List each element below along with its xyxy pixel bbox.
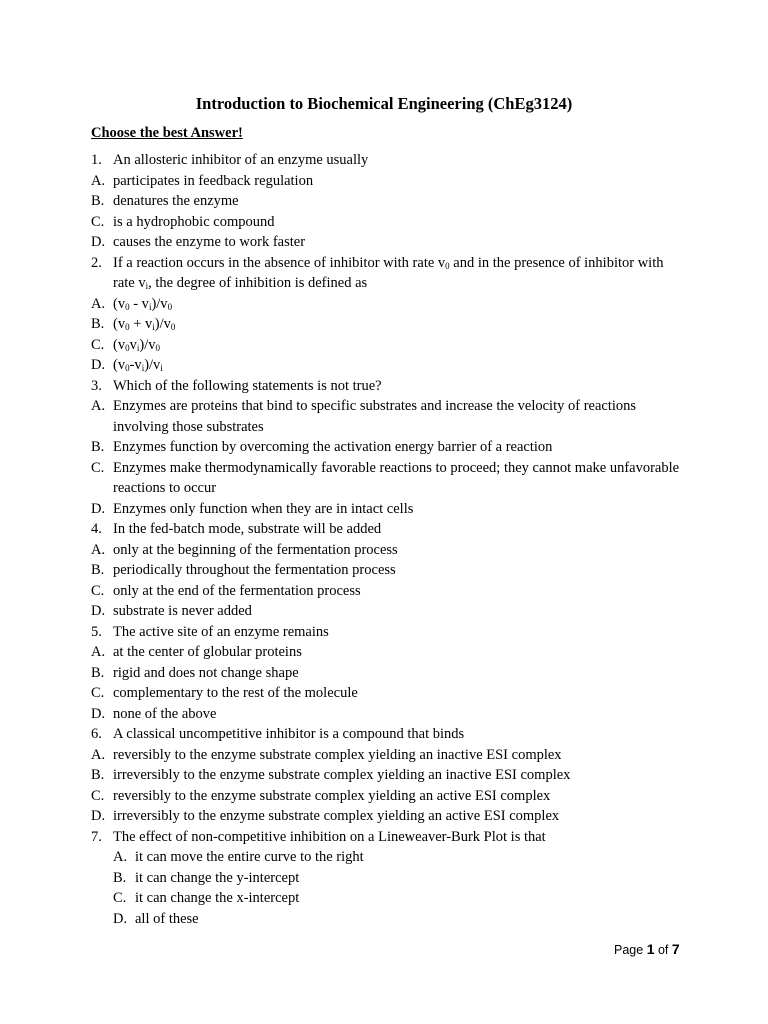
option-a xyxy=(113,847,681,868)
option-c xyxy=(91,458,681,499)
question-number: 4. xyxy=(91,521,102,537)
option-b xyxy=(91,663,681,684)
option-d xyxy=(113,909,681,930)
option-d xyxy=(91,806,681,827)
option-a xyxy=(91,745,681,766)
option-d xyxy=(91,601,681,622)
option-a xyxy=(91,540,681,561)
options-2 xyxy=(91,294,681,376)
question-text: The effect of non-competitive inhibition on a Lineweaver-Burk Plot is that xyxy=(113,828,546,845)
option-text: Enzymes make thermodynamically favorable reactions to proceed; they cannot make unfavorable reactions to occur xyxy=(113,459,680,496)
option-a xyxy=(91,171,681,192)
question-7 xyxy=(91,827,681,848)
option-letter: B. xyxy=(91,316,105,332)
option-b xyxy=(91,437,681,458)
instruction-heading: Choose the best Answer! xyxy=(91,125,243,141)
option-text: it can change the y-intercept xyxy=(135,869,300,886)
option-text: it can move the entire curve to the right xyxy=(135,849,364,865)
page-number: 1 xyxy=(646,941,655,957)
option-letter: C. xyxy=(91,685,105,701)
question-number: 1. xyxy=(91,152,102,168)
option-text: irreversibly to the enzyme substrate complex yielding an inactive ESI complex xyxy=(113,767,571,783)
option-letter: C. xyxy=(91,213,105,230)
option-d xyxy=(91,499,681,520)
option-text: reversibly to the enzyme substrate complex yielding an active ESI complex xyxy=(113,787,551,804)
option-letter: A. xyxy=(91,295,106,312)
option-letter: C. xyxy=(91,459,105,476)
question-number: 6. xyxy=(91,726,102,742)
option-b xyxy=(91,560,681,581)
question-text: Which of the following statements is not true? xyxy=(113,377,382,394)
question-number: 2. xyxy=(91,254,102,271)
option-text: Enzymes function by overcoming the activation energy barrier of a reaction xyxy=(113,439,553,455)
option-b xyxy=(91,765,681,786)
option-text: complementary to the rest of the molecule xyxy=(113,685,358,701)
question-text: In the fed-batch mode, substrate will be added xyxy=(113,521,382,537)
option-text: at the center of globular proteins xyxy=(113,644,302,660)
option-letter: D. xyxy=(113,910,128,927)
option-letter: A. xyxy=(91,746,106,763)
option-text: periodically throughout the fermentation process xyxy=(113,562,396,578)
option-formula: $(v_0-v_i)/v_i$ xyxy=(113,357,163,373)
question-number: 3. xyxy=(91,377,102,394)
options-6 xyxy=(91,745,681,827)
option-letter: D. xyxy=(91,357,106,373)
option-a xyxy=(91,294,681,315)
question-number: 5. xyxy=(91,623,102,640)
option-letter: A. xyxy=(91,644,106,660)
option-formula: $(v_0v_i)/v_0$ xyxy=(113,336,160,353)
options-1 xyxy=(91,171,681,253)
option-letter: B. xyxy=(91,562,105,578)
option-d xyxy=(91,355,681,376)
option-letter: A. xyxy=(91,172,106,189)
option-c xyxy=(91,335,681,356)
question-text: The active site of an enzyme remains xyxy=(113,623,329,640)
options-4 xyxy=(91,540,681,622)
question-text: If a reaction occurs in the absence of inhibitor with rate $v_0$ and in the presence of inhibitor with rate $v_i$, the degree of inhibition is defined as xyxy=(113,254,664,291)
option-letter: B. xyxy=(91,767,105,783)
option-text: all of these xyxy=(135,910,199,927)
option-text: reversibly to the enzyme substrate complex yielding an inactive ESI complex xyxy=(113,746,562,763)
option-letter: C. xyxy=(91,787,105,804)
option-letter: D. xyxy=(91,234,106,250)
option-letter: B. xyxy=(91,193,105,209)
question-6 xyxy=(91,724,681,745)
option-d xyxy=(91,704,681,725)
option-c xyxy=(113,888,681,909)
option-formula: $(v_0 + v_i)/v_0$ xyxy=(113,316,176,332)
option-letter: B. xyxy=(91,439,105,455)
question-text: A classical uncompetitive inhibitor is a compound that binds xyxy=(113,726,465,742)
option-letter: B. xyxy=(91,664,105,681)
of-label: of xyxy=(657,943,669,957)
document-title: Introduction to Biochemical Engineering (ChEg3124) xyxy=(195,94,573,113)
option-text: substrate is never added xyxy=(113,603,252,619)
option-letter: B. xyxy=(113,869,127,886)
question-5 xyxy=(91,622,681,643)
page-footer xyxy=(614,941,680,957)
option-text: causes the enzyme to work faster xyxy=(113,234,306,250)
option-letter: A. xyxy=(91,398,106,414)
option-text: participates in feedback regulation xyxy=(113,172,314,189)
option-formula: $(v_0 - v_i)/v_0$ xyxy=(113,295,173,312)
question-1 xyxy=(91,150,681,171)
question-text: An allosteric inhibitor of an enzyme usually xyxy=(113,152,369,168)
option-b xyxy=(91,191,681,212)
option-text: Enzymes are proteins that bind to specific substrates and increase the velocity of reactions involving those substrates xyxy=(113,398,637,435)
options-3 xyxy=(91,396,681,519)
option-c xyxy=(91,786,681,807)
question-2 xyxy=(91,253,681,294)
option-c xyxy=(91,683,681,704)
option-text: only at the beginning of the fermentation process xyxy=(113,541,398,558)
question-3 xyxy=(91,376,681,397)
question-number: 7. xyxy=(91,828,102,845)
option-letter: C. xyxy=(91,582,105,599)
option-c xyxy=(91,212,681,233)
option-text: irreversibly to the enzyme substrate complex yielding an active ESI complex xyxy=(113,808,560,824)
option-letter: C. xyxy=(113,890,127,906)
question-list xyxy=(91,150,681,929)
option-b xyxy=(113,868,681,889)
page-total: 7 xyxy=(671,941,680,957)
options-5 xyxy=(91,642,681,724)
option-letter: A. xyxy=(113,849,128,865)
option-letter: D. xyxy=(91,808,106,824)
option-text: rigid and does not change shape xyxy=(113,664,299,681)
option-letter: A. xyxy=(91,541,106,558)
option-b xyxy=(91,314,681,335)
option-text: Enzymes only function when they are in intact cells xyxy=(113,500,414,517)
option-text: it can change the x-intercept xyxy=(135,890,300,906)
option-letter: C. xyxy=(91,336,105,353)
option-letter: D. xyxy=(91,603,106,619)
question-4 xyxy=(91,519,681,540)
option-letter: D. xyxy=(91,500,106,517)
option-text: only at the end of the fermentation process xyxy=(113,582,361,599)
option-text: none of the above xyxy=(113,705,217,722)
page-label: Page xyxy=(614,943,644,957)
option-a xyxy=(91,642,681,663)
option-d xyxy=(91,232,681,253)
option-c xyxy=(91,581,681,602)
option-text: is a hydrophobic compound xyxy=(113,213,275,230)
options-7 xyxy=(113,847,681,929)
option-text: denatures the enzyme xyxy=(113,193,239,209)
option-letter: D. xyxy=(91,705,106,722)
option-a xyxy=(91,396,681,437)
